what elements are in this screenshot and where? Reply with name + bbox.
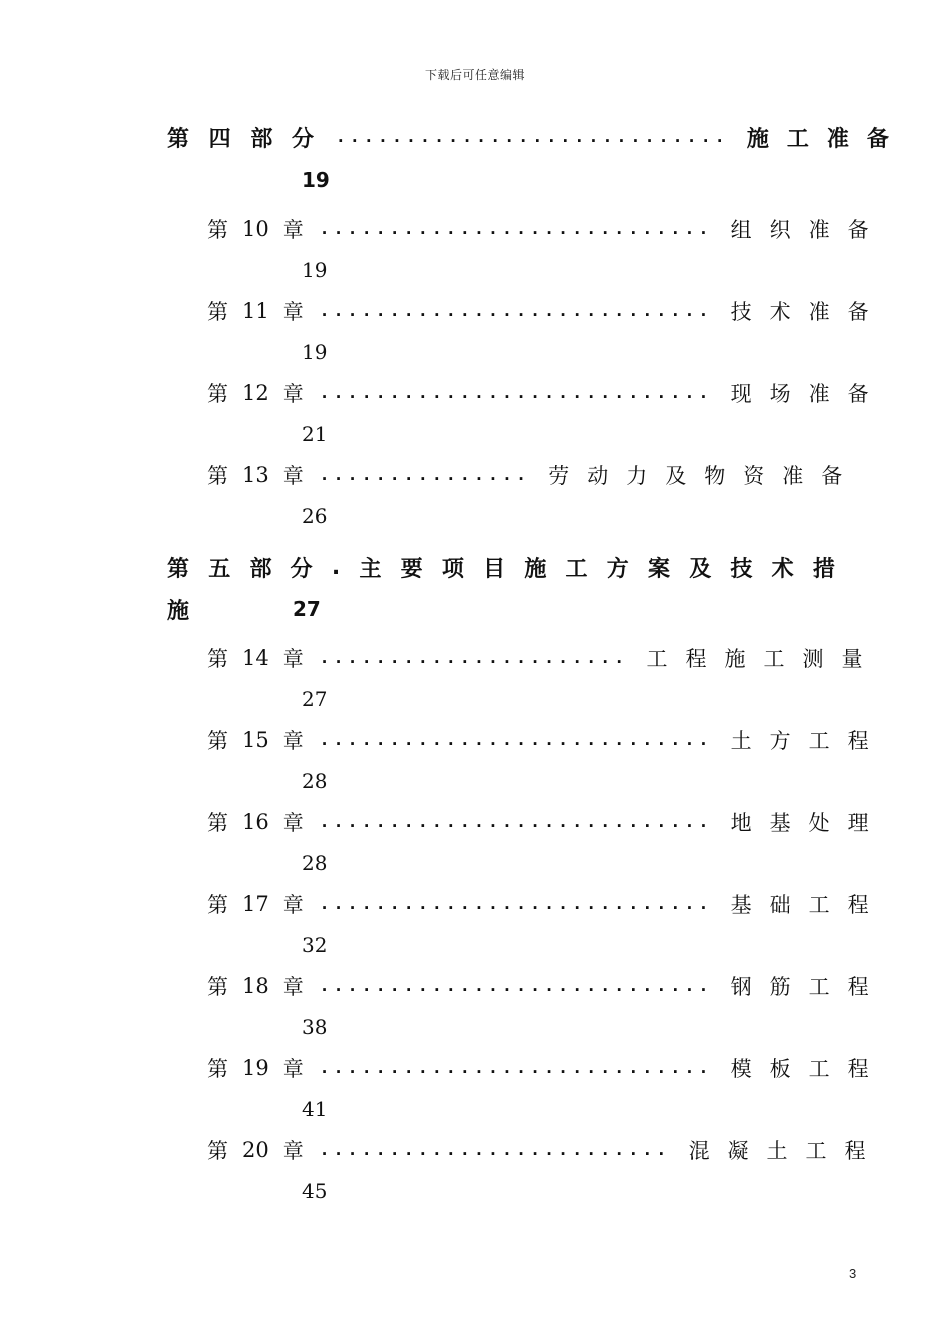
toc-chapter-12-line xyxy=(207,378,887,408)
toc-chapter-13-line xyxy=(207,460,861,490)
toc-part-5-char: 主 xyxy=(359,556,382,582)
chapter-number: 14 xyxy=(242,646,269,670)
toc-leader-dots: ............................ xyxy=(335,127,729,146)
toc-chapter-16-prefix xyxy=(207,807,304,837)
page-number: 3 xyxy=(849,1266,857,1281)
toc-part-4-prefix: 第 四 部 分 xyxy=(167,126,320,152)
toc-part-5-page: 27 xyxy=(293,597,321,621)
chapter-prefix-di: 第 xyxy=(207,729,228,753)
toc-chapter-13-page: 26 xyxy=(302,504,328,528)
chapter-prefix-zhang: 章 xyxy=(282,1139,304,1163)
toc-chapter-15-line xyxy=(207,725,887,755)
toc-chapter-17-title: 基础工程 xyxy=(730,893,887,917)
toc-part-5-char: 部 xyxy=(249,556,272,582)
toc-chapter-19-page: 41 xyxy=(302,1097,328,1121)
toc-part-5-char: . xyxy=(331,554,341,580)
toc-part-5-char: 术 xyxy=(771,556,794,582)
chapter-number: 15 xyxy=(242,728,269,752)
chapter-prefix-di: 第 xyxy=(207,382,228,406)
toc-chapter-18-title: 钢筋工程 xyxy=(730,975,887,999)
chapter-prefix-zhang: 章 xyxy=(282,300,304,324)
chapter-prefix-di: 第 xyxy=(207,218,228,242)
chapter-prefix-zhang: 章 xyxy=(282,975,304,999)
toc-part-5-char: 目 xyxy=(483,556,506,582)
toc-chapter-19-title: 模板工程 xyxy=(730,1057,887,1081)
toc-chapter-12-prefix xyxy=(207,378,304,408)
toc-part-5-line-2 xyxy=(167,594,321,624)
toc-chapter-11-line xyxy=(207,296,887,326)
chapter-number: 11 xyxy=(242,299,269,323)
header-note: 下载后可任意编辑 xyxy=(424,68,525,82)
chapter-prefix-zhang: 章 xyxy=(282,729,304,753)
toc-part-5-char: 方 xyxy=(606,556,629,582)
toc-leader-dots: ............................ xyxy=(319,301,713,320)
chapter-prefix-di: 第 xyxy=(207,975,228,999)
toc-part-4-page: 19 xyxy=(302,168,330,192)
toc-chapter-10-title: 组织准备 xyxy=(730,218,887,242)
toc-leader-dots: ............................ xyxy=(319,219,713,238)
toc-chapter-12-page: 21 xyxy=(302,422,328,446)
chapter-number: 18 xyxy=(242,974,269,998)
toc-chapter-18-page: 38 xyxy=(302,1015,328,1039)
toc-leader-dots: ............................ xyxy=(319,812,713,831)
chapter-number: 19 xyxy=(242,1056,269,1080)
toc-chapter-17-prefix xyxy=(207,889,304,919)
toc-leader-dots: ............................ xyxy=(319,730,713,749)
chapter-prefix-zhang: 章 xyxy=(282,1057,304,1081)
chapter-number: 12 xyxy=(242,381,269,405)
chapter-number: 17 xyxy=(242,892,269,916)
toc-chapter-14-title: 工程施工测量 xyxy=(646,647,881,671)
toc-chapter-19-prefix xyxy=(207,1053,304,1083)
toc-chapter-10-line xyxy=(207,214,887,244)
toc-chapter-15-prefix xyxy=(207,725,304,755)
toc-part-4-title: 施工准备 xyxy=(746,126,907,152)
toc-part-5-title-tail: 施 xyxy=(167,598,190,624)
toc-chapter-15-title: 土方工程 xyxy=(730,729,887,753)
chapter-number: 13 xyxy=(242,463,269,487)
toc-chapter-20-line xyxy=(207,1135,884,1165)
chapter-prefix-di: 第 xyxy=(207,647,228,671)
toc-leader-dots: ............................ xyxy=(319,894,713,913)
chapter-number: 20 xyxy=(242,1138,269,1162)
chapter-prefix-di: 第 xyxy=(207,300,228,324)
toc-chapter-15-page: 28 xyxy=(302,769,328,793)
toc-part-5-char: 案 xyxy=(647,556,670,582)
toc-chapter-14-line xyxy=(207,643,881,673)
toc-leader-dots: ............................ xyxy=(319,1058,713,1077)
toc-chapter-18-prefix xyxy=(207,971,304,1001)
chapter-prefix-zhang: 章 xyxy=(282,382,304,406)
chapter-prefix-zhang: 章 xyxy=(282,893,304,917)
toc-part-5-char: 技 xyxy=(730,556,753,582)
toc-chapter-12-title: 现场准备 xyxy=(730,382,887,406)
toc-part-5-char: 项 xyxy=(441,556,464,582)
toc-part-5-char: 工 xyxy=(565,556,588,582)
toc-part-5-char: 及 xyxy=(689,556,712,582)
chapter-prefix-di: 第 xyxy=(207,1057,228,1081)
toc-chapter-18-line xyxy=(207,971,887,1001)
toc-chapter-11-page: 19 xyxy=(302,340,328,364)
chapter-prefix-zhang: 章 xyxy=(282,647,304,671)
chapter-prefix-zhang: 章 xyxy=(282,218,304,242)
toc-leader-dots: ......................... xyxy=(319,1140,671,1159)
toc-chapter-10-prefix xyxy=(207,214,304,244)
chapter-number: 16 xyxy=(242,810,269,834)
toc-chapter-11-title: 技术准备 xyxy=(730,300,887,324)
toc-chapter-20-page: 45 xyxy=(302,1179,328,1203)
chapter-prefix-di: 第 xyxy=(207,893,228,917)
toc-chapter-16-page: 28 xyxy=(302,851,328,875)
toc-chapter-13-prefix xyxy=(207,460,304,490)
toc-leader-dots: ............... xyxy=(319,465,531,484)
toc-part-5-line xyxy=(167,552,835,582)
chapter-prefix-di: 第 xyxy=(207,464,228,488)
chapter-number: 10 xyxy=(242,217,269,241)
toc-leader-dots: ............................ xyxy=(319,976,713,995)
toc-chapter-20-title: 混凝土工程 xyxy=(688,1139,884,1163)
toc-part-5-char: 施 xyxy=(524,556,547,582)
toc-chapter-17-page: 32 xyxy=(302,933,328,957)
toc-chapter-10-page: 19 xyxy=(302,258,328,282)
chapter-prefix-zhang: 章 xyxy=(282,464,304,488)
toc-chapter-13-title: 劳动力及物资准备 xyxy=(548,464,861,488)
toc-leader-dots: ............................ xyxy=(319,383,713,402)
toc-part-5-char: 要 xyxy=(400,556,423,582)
toc-part-5-char: 措 xyxy=(812,556,835,582)
chapter-prefix-zhang: 章 xyxy=(282,811,304,835)
toc-part-5-char: 分 xyxy=(290,556,313,582)
toc-chapter-11-prefix xyxy=(207,296,304,326)
toc-leader-dots: ...................... xyxy=(319,648,629,667)
toc-chapter-16-line xyxy=(207,807,887,837)
chapter-prefix-di: 第 xyxy=(207,811,228,835)
toc-chapter-14-page: 27 xyxy=(302,687,328,711)
toc-chapter-16-title: 地基处理 xyxy=(730,811,887,835)
toc-chapter-20-prefix xyxy=(207,1135,304,1165)
toc-chapter-19-line xyxy=(207,1053,887,1083)
toc-part-5-char: 第 xyxy=(167,556,190,582)
toc-chapter-17-line xyxy=(207,889,887,919)
toc-part-4-line xyxy=(167,122,907,152)
toc-chapter-14-prefix xyxy=(207,643,304,673)
toc-part-5-char: 五 xyxy=(208,556,231,582)
chapter-prefix-di: 第 xyxy=(207,1139,228,1163)
